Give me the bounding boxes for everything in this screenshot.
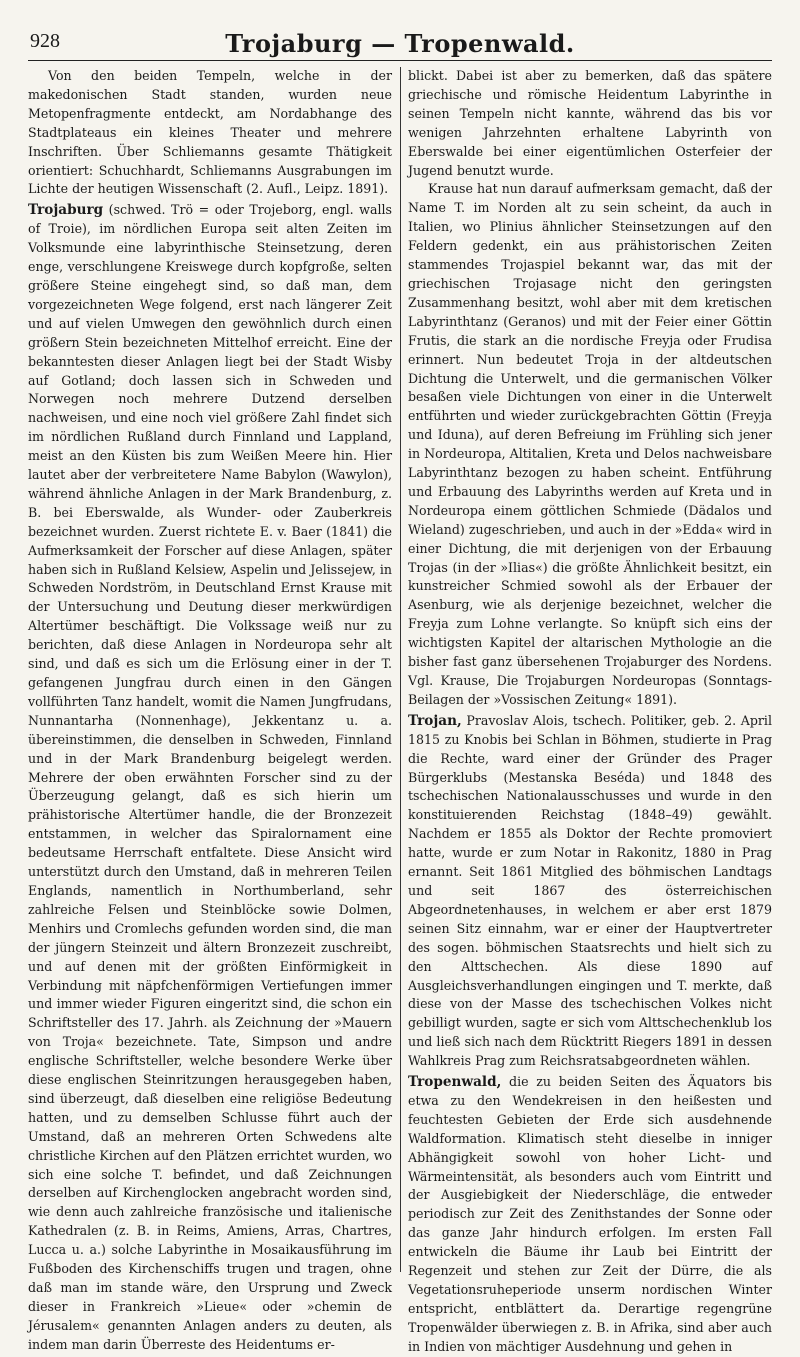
paragraph-schliemann: Von den beiden Tempeln, welche in der makedonischen Stadt standen, wurden neue Metopenfragmente entdeckt, am Nordabhange des Stadtplateaus ein kleines Theater und mehrere Inschriften. Über Schliemanns gesamte Thätigkeit orientiert: Schuchhardt, Schliemanns Ausgrabungen im Lichte der heutigen Wissenschaft (2. Aufl., Leipz. 1891). bbox=[28, 68, 392, 197]
entry-tropenwald-text: die zu beiden Seiten des Äquators bis etwa zu den Wendekreisen in den heißesten und feuchtesten Gebieten der Erde sich ausdehnende Waldformation. Klimatisch steht dieselbe in inniger Abhängigkeit sowohl von hoher Licht- und Wärmeintensität, als besonders auch vom Eintritt und der Ausgiebigkeit der Niederschläge, die entweder periodisch zur Zeit des Zenithstandes der Sonne oder das ganze Jahr hindurch erfolgen. Im ersten Fall entwickeln die Bäume ihr Laub bei Eintritt der Regenzeit und stehen zur Zeit der Dürre, die als Vegetationsruheperiode unserm nordischen Winter entspricht, entblättert da. Derartige regengrüne Tropenwälder überwiegen z. B. in Afrika, sind aber auch in Indien von mächtiger Ausdehnung und gehen in bbox=[408, 1074, 772, 1354]
left-column bbox=[28, 67, 392, 1352]
lemma-tropenwald: Tropenwald, bbox=[408, 1074, 502, 1091]
entry-tropenwald bbox=[408, 1073, 772, 1357]
paragraph-krause: Krause hat nun darauf aufmerksam gemacht, daß der Name T. im Norden alt zu sein scheint, da auch in Italien, wo Plinius ähnlicher Steinsetzungen auf den Feldern gedenkt, ein aus prähistorischen Zeiten stammendes Trojaspiel bekannt war, das mit der griechischen Trojasage nicht den geringsten Zusammenhang besitzt, wohl aber mit dem kretischen Labyrinthtanz (Geranos) und mit der Feier einer Göttin Frutis, die stark an die nordische Freyja oder Frudisa erinnert. Nun bedeutet Troja in der altdeutschen Dichtung die Unterwelt, und die germanischen Völker besaßen viele Dichtungen von einer in die Unterwelt entführten und wieder zurückgebrachten Göttin (Freyja und Iduna), auf deren Befreiung im Frühling sich jener in Nordeuropa, Altitalien, Kreta und Delos nachweisbare Labyrinthtanz bezogen zu haben scheint. Entführung und Erbauung des Labyrinths werden auf Kreta und in Nordeuropa einem göttlichen Schmiede (Dädalos und Wieland) zugeschrieben, und auch in der »Edda« wird in einer Dichtung, die mit derjenigen von der Erbauung Trojas (in der »Ilias«) die größte Ähnlichkeit besitzt, ein kunstreicher Schmied sowohl als der Erbauer der Asenburg, wie als derjenige bezeichnet, welcher die Freyja zum Lohne verlangte. So knüpft sich eins der wichtigsten Kapitel der altarischen Mythologie an die bisher fast ganz übersehenen Trojaburger des Nordens. Vgl. Krause, Die Trojaburgen Nordeuropas (Sonntags-Beilagen der »Vossischen Zeitung« 1891). bbox=[408, 181, 772, 707]
running-head: Trojaburg — Tropenwald. bbox=[225, 28, 575, 58]
right-column bbox=[408, 67, 772, 1354]
text-columns bbox=[28, 67, 772, 1354]
entry-trojan bbox=[408, 712, 772, 1071]
entry-trojaburg bbox=[28, 201, 392, 1354]
entry-trojan-text: Pravoslav Alois, tschech. Politiker, geb. 2. April 1815 zu Knobis bei Schlan in Böhmen, studierte in Prag die Rechte, ward einer der Gründer des Prager Bürgerklubs (Mestanska Beséda) und 1848 des tschechischen Nationalausschusses und wurde in den konstituierenden Reichstag (1848–49) gewählt. Nachdem er 1855 als Doktor der Rechte promoviert hatte, wurde er zum Notar in Rakonitz, 1880 in Prag ernannt. Seit 1861 Mitglied des böhmischen Landtags und seit 1867 des österreichischen Abgeordnetenhauses, in welchem er aber erst 1879 seinen Sitz einnahm, war er einer der Hauptvertreter des sogen. böhmischen Staatsrechts und hielt sich zu den Alttschechen. Als diese 1890 auf Ausgleichsverhandlungen eingingen und T. merkte, daß diese von der Masse des tschechischen Volkes nicht gebilligt wurden, sagte er sich vom Alttschechenklub los und ließ sich nach dem Rücktritt Riegers 1891 in dessen Wahlkreis Prag zum Reichsratsabgeordneten wählen. bbox=[408, 712, 772, 1069]
paragraph-continuation: blickt. Dabei ist aber zu bemerken, daß das spätere griechische und römische Heidentum Labyrinthe in seinen Tempeln nicht kannte, während das bis vor wenigen Jahrzehnten erhaltene Labyrinth von Eberswalde bei einer eigentümlichen Osterfeier der Jugend benutzt wurde. bbox=[408, 68, 772, 178]
lemma-trojan: Trojan, bbox=[408, 712, 462, 729]
lemma-trojaburg: Trojaburg bbox=[28, 202, 104, 219]
entry-trojaburg-text: (schwed. Trö = oder Trojeborg, engl. walls of Troie), im nördlichen Europa seit alten Zeiten im Volksmunde eine labyrinthische Steinsetzung, deren enge, verschlungene Kreiswege durch kopfgroße, selten größere Steine eingehegt sind, so daß man, dem vorgezeichneten Wege folgend, erst nach längerer Zeit und auf vielen Umwegen den gewöhnlich durch einen größern Stein bezeichneten Mittelhof erreicht. Eine der bekanntesten dieser Anlagen liegt bei der Stadt Wisby auf Gotland; doch lassen sich in Schweden und Norwegen noch mehrere Dutzend derselben nachweisen, und eine noch viel größere Zahl findet sich im nördlichen Rußland durch Finnland und Lappland, meist an den Küsten bis zum Weißen Meere hin. Hier lautet aber der verbreitetere Name Babylon (Wawylon), während ähnliche Anlagen in der Mark Brandenburg, z. B. bei Eberswalde, als Wunder- oder Zauberkreis bezeichnet wurden. Zuerst richtete E. v. Baer (1841) die Aufmerksamkeit der Forscher auf diese Anlagen, später haben sich in Rußland Kelsiew, Aspelin und Jelissejew, in Schweden Nordström, in Deutschland Ernst Krause mit der Untersuchung und Deutung dieser merkwürdigen Altertümer beschäftigt. Die Volkssage weiß nur zu berichten, daß diese Anlagen in Nordeuropa sehr alt sind, und daß es sich um die Erlösung einer in der T. gefangenen Jungfrau durch einen in den Gängen vollführten Tanz handelt, womit die Namen Jungfrudans, Nunnantarha (Nonnenhage), Jekkentanz u. a. übereinstimmen, die denselben in Schweden, Finnland und in der Mark Brandenburg beigelegt werden. Mehrere der oben erwähnten Forscher sind zu der Überzeugung gelangt, daß es sich hierin um prähistorische Altertümer handle, die der Bronzezeit entstammen, in welcher das Spiralornament eine bedeutsame Herrschaft entfaltete. Diese Ansicht wird unterstützt durch den Umstand, daß in mehreren Teilen Englands, namentlich in Northumberland, sehr zahlreiche Felsen und Steinblöcke sowie Dolmen, Menhirs und Cromlechs gefunden worden sind, die man der jüngern Steinzeit und ältern Bronzezeit zuschreibt, und auf denen mit der größten Einförmigkeit in Verbindung mit näpfchenförmigen Vertiefungen immer und immer wieder Figuren eingeritzt sind, die schon ein Schriftsteller des 17. Jahrh. als Zeichnung der »Mauern von Troja« bezeichnete. Tate, Simpson und andre englische Schriftsteller, welche besondere Werke über diese englischen Steinritzungen herausgegeben haben, sind überzeugt, daß dieselben eine religiöse Bedeutung hatten, und zu demselben Schlusse führt auch der Umstand, daß an mehreren Orten Schwedens alte christliche Kirchen auf den Plätzen errichtet wurden, wo sich eine solche T. befindet, und daß Zeichnungen derselben auf Kirchenglocken angebracht worden sind, wie denn auch zahlreiche französische und italienische Kathedralen (z. B. in Reims, Amiens, Arras, Chartres, Lucca u. a.) solche Labyrinthe in Mosaikausführung im Fußboden des Kirchenschiffs trugen und tragen, ohne daß man im stande wäre, den Ursprung und Zweck dieser in Frankreich »Lieue« oder »chemin de Jérusalem« genannten Anlagen anders zu deuten, als indem man darin Überreste des Heidentums er- bbox=[28, 202, 392, 1352]
page-number: 928 bbox=[30, 30, 60, 52]
page-header bbox=[28, 26, 772, 61]
column-divider bbox=[400, 67, 401, 1272]
